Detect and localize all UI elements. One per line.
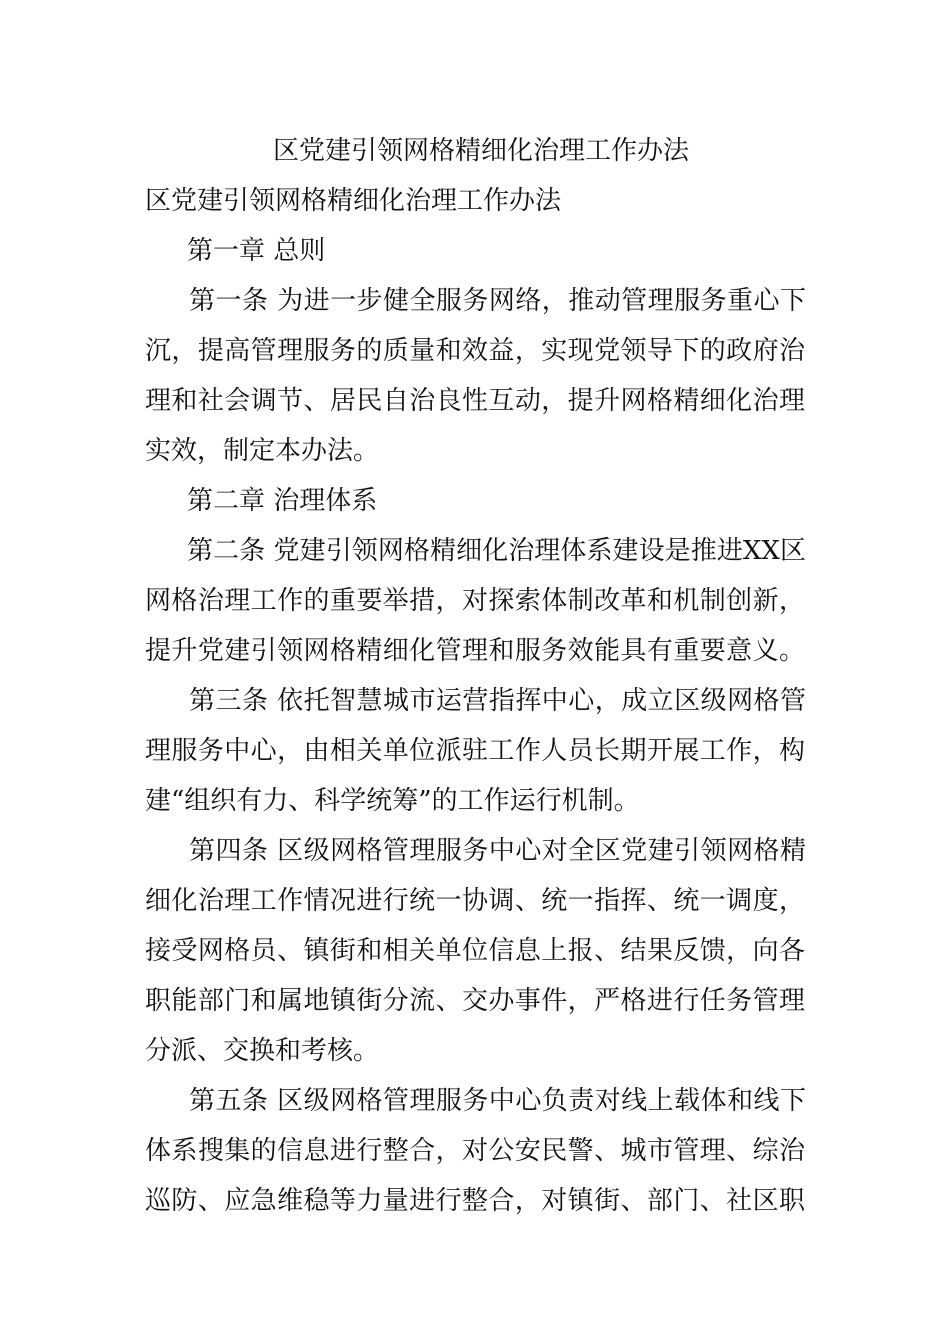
article-5-line: 第五条 区级网格管理服务中心负责对线上载体和线下 [189,1086,806,1116]
article-4-line: 细化治理工作情况进行统一协调、统一指挥、统一调度， [145,886,805,916]
chapter-2-heading: 第二章 治理体系 [187,486,378,516]
document-title: 区党建引领网格精细化治理工作办法 [273,136,690,166]
article-1-line: 第一条 为进一步健全服务网络，推动管理服务重心下 [189,286,806,316]
article-4-line: 第四条 区级网格管理服务中心对全区党建引领网格精 [189,836,806,866]
article-2-line: 提升党建引领网格精细化管理和服务效能具有重要意义。 [145,636,805,666]
article-2-line: 第二条 党建引领网格精细化治理体系建设是推进XX区 [187,536,806,566]
article-3-line: 第三条 依托智慧城市运营指挥中心，成立区级网格管 [189,686,806,716]
article-2-line: 网格治理工作的重要举措，对探索体制改革和机制创新， [145,586,805,616]
article-5-line: 体系搜集的信息进行整合，对公安民警、城市管理、综治 [145,1136,805,1166]
article-4-line: 职能部门和属地镇街分流、交办事件，严格进行任务管理 [145,986,805,1016]
article-3-line: 理服务中心，由相关单位派驻工作人员长期开展工作，构 [145,736,805,766]
article-1-line: 实效，制定本办法。 [145,436,380,466]
article-4-line: 分派、交换和考核。 [145,1036,380,1066]
article-5-line: 巡防、应急维稳等力量进行整合，对镇街、部门、社区职 [145,1186,805,1216]
article-1-line: 沉，提高管理服务的质量和效益，实现党领导下的政府治 [145,336,805,366]
article-3-line: 建“组织有力、科学统筹”的工作运行机制。 [145,786,640,816]
chapter-1-heading: 第一章 总则 [187,236,326,266]
article-1-line: 理和社会调节、居民自治良性互动，提升网格精细化治理 [145,386,805,416]
document-subtitle: 区党建引领网格精细化治理工作办法 [145,186,562,216]
article-4-line: 接受网格员、镇街和相关单位信息上报、结果反馈，向各 [145,936,805,966]
